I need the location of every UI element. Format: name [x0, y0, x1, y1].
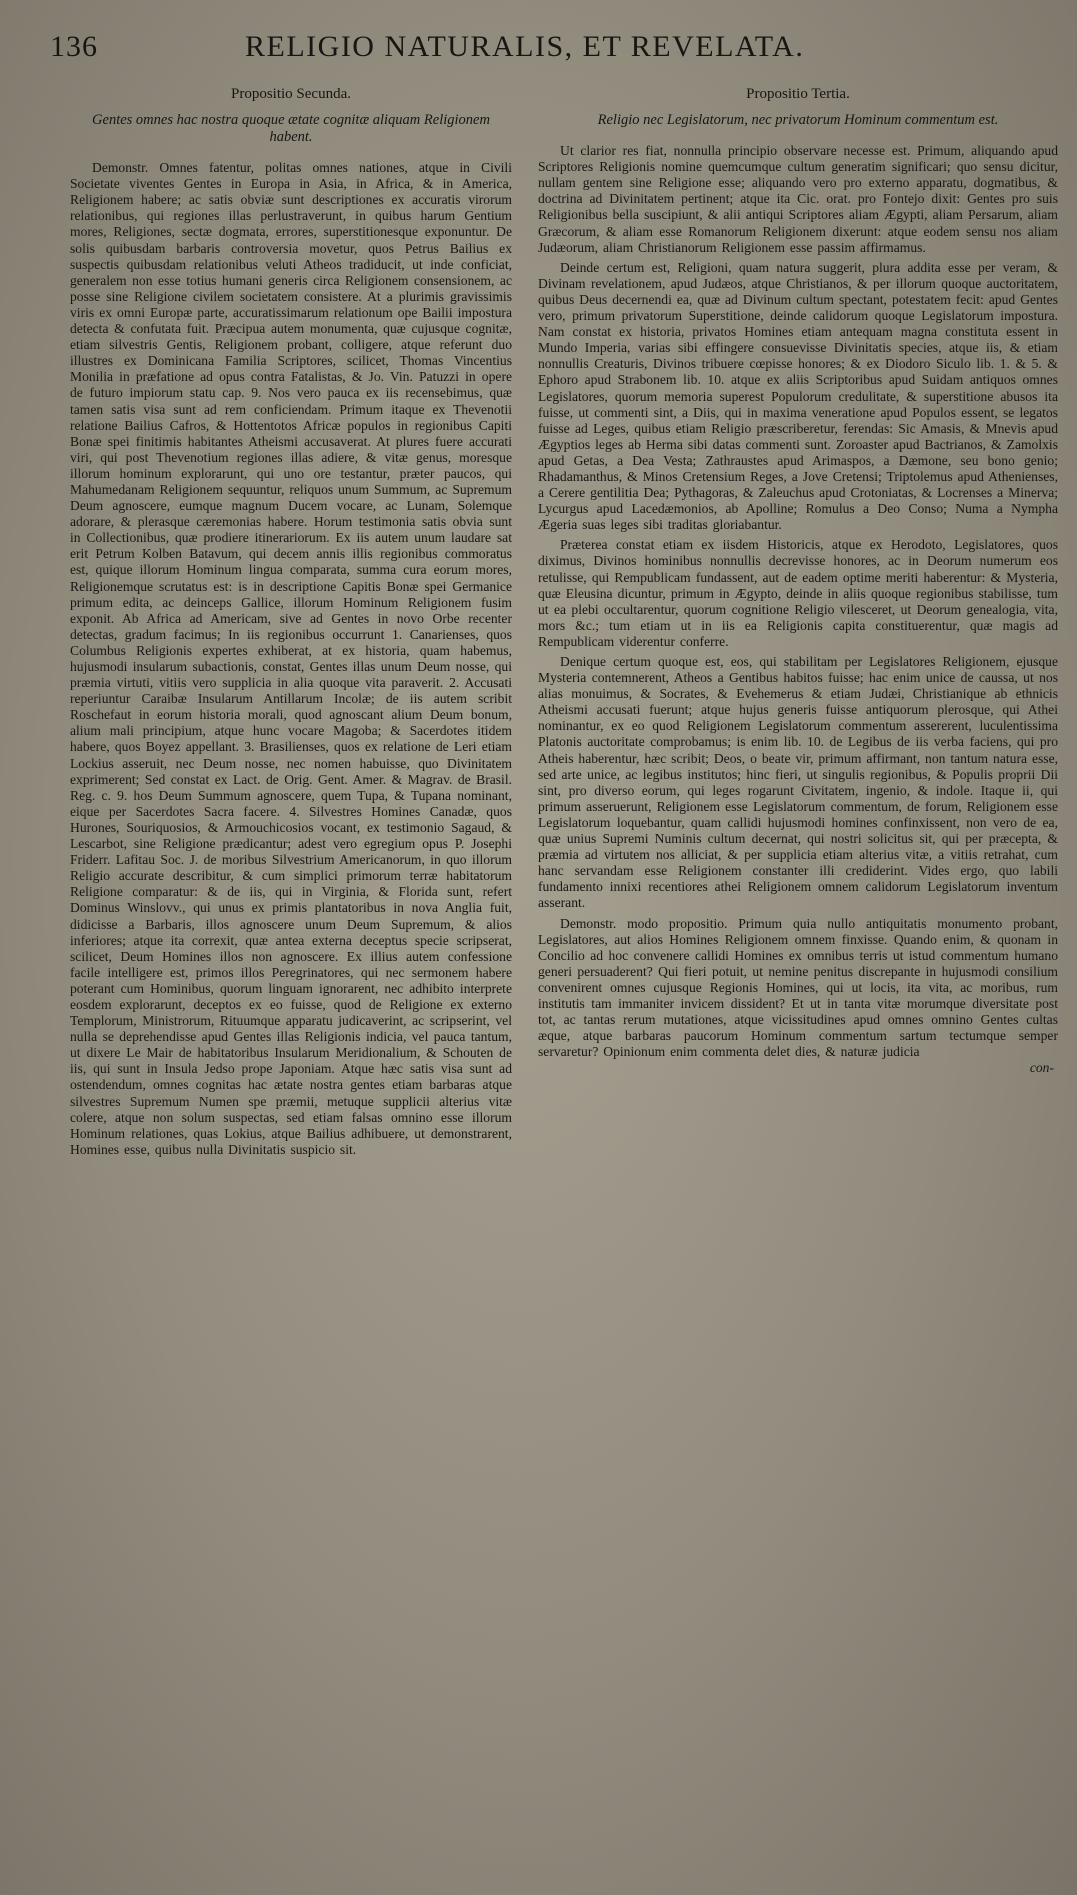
page-number: 136 [50, 30, 98, 63]
proposition-subtitle-left: Gentes omnes hac nostra quoque ætate cognitæ aliquam Religionem habent. [92, 112, 490, 146]
proposition-title-right: Propositio Tertia. [746, 86, 850, 102]
paragraph: Deinde certum est, Religioni, quam natura suggerit, plura addita esse per veram, & Divinam revelationem, apud Judæos, atque Christianos, & per illorum quoque auctoritatem, quibus Deus decernendi ea, quæ ad Divinum cultum spectant, potestatem fecit: apud Gentes vero, primum privatorum Superstitione, deinde calidorum quoque Legislatorum impostura. Nam constat ex historia, privatos Homines etiam antequam magna constituta essent in Mundo Imperia, varias sibi effingere consuevisse Divinitatis species, atque iis, & etiam nonnullis Creaturis, Divinos tribuere cœpisse honores; & ex Diodoro Siculo lib. 1. & 5. & Ephoro apud Strabonem lib. 10. atque ex aliis Scriptoribus apud Suidam antiquos omnes Legislatores, quorum memoria superest Populorum credulitate, & superstitione abusos ita fuisse, ut commenti sint, a Diis, qui in maxima veneratione apud Populos essent, se legatos fuisse ad Leges, quibus etiam Religio præscriberetur, ferendas: Sic Amasis, & Mnevis apud Ægyptios leges ab Herma sibi datas commenti sunt. Zoroaster apud Bactrianos, & Zamolxis apud Getas, a Dea Vesta; Zathraustes apud Arimaspos, a Dæmone, seu bono genio; Rhadamanthus, & Minos Cretensium Reges, a Jove Cretensi; Triptolemus apud Athenienses, a Cerere gentilitia Dea; Pythagoras, & Zaleuchus apud Crotoniatas, & Locrenses a Minerva; Lycurgus apud Lacedæmonios, ab Apolline; Romulus a Deo Conso; Numa a Nympha Ægeria suas leges sibi traditas gloriabantur. [538, 259, 1058, 533]
proposition-title-left: Propositio Secunda. [231, 86, 351, 102]
running-title: RELIGIO NATURALIS, ET REVELATA. [245, 30, 805, 63]
proposition-subtitle-right: Religio nec Legislatorum, nec privatorum Hominum commentum est. [597, 112, 999, 129]
paragraph: Ut clarior res fiat, nonnulla principio observare necesse est. Primum, aliquando apud Scriptores Religionis nomine quemcumque cultum generatim significari; quo sensu dicitur, nullam gentem sine Religione esse; aliquando vero pro externo apparatu, dogmatibus, & doctrina ad Divinitatem pertinent; atque ita Cic. orat. pro Fontejo dixit: Gentes pro suis Religionibus bella suscipiunt, & alii antiqui Scriptores aliam Ægypti, aliam Persarum, aliam Græcorum, & aliam esse Romanorum Religionem dixerunt: atque eodem sensu nos aliam Judæorum, aliam Christianorum Religionem esse passim affirmamus. [538, 143, 1058, 255]
right-column [538, 86, 1058, 1076]
paragraph: Denique certum quoque est, eos, qui stabilitam per Legislatores Religionem, ejusque Mysteria contemnerent, Atheos a Gentibus habitos fuisse; hac enim unice de caussa, ut nos alias monuimus, & Socrates, & Evehemerus & etiam Judæi, Christianique ab ethnicis Atheismi accusati fuerunt; atque hujus generis fuisse antiquorum plerosque, qui Athei nominantur, ex eo quod Religionem Legislatorum commentum assererent, luculentissima Platonis auctoritate comprobamus; is enim lib. 10. de Legibus de iis verba faciens, qui pro Atheis haberentur, hæc scribit; Deos, o beate vir, primum affirmant, non tantum natura esse, sed arte unice, ac legibus institutos; hinc fieri, ut singulis regionibus, & Populis proprii Dii sint, pro diverso eorum, qui leges rogarunt Civitatem, ingenio, & indole. Itaque ii, qui primum asseruerunt, Religionem esse Legislatorum commentum, de forum, Religionem esse Legislatorum loquebantur, quam callidi hujusmodi homines confinxissent, non vero de ea, quæ unius Supremi Numinis cultum decernat, qui nostri solicitus sit, qui per præcepta, & præmia ad virtutem nos alliciat, & per supplicia etiam alterius vitæ, a vitiis retrahat, cum hanc servandam esse Religionem constanter illi crediderint. Vides ergo, quo labili fundamento innixi recentiores athei Religionem omnem calidorum Legislatorum inventum asserant. [538, 654, 1058, 911]
paragraph: Demonstr. modo propositio. Primum quia nullo antiquitatis monumento probant, Legislatores, aut alios Homines Religionem omnem finxisse. Quando enim, & quonam in Concilio ad hoc convenere callidi Homines ex omnibus terris ut istud commentum humano generi persuaderent? Qui fieri potuit, ut nemine penitus discrepante in hujusmodi consilium convenirent omnes cujusque Regionis Homines, qui ut locis, ita vita, ac moribus, rum institutis tam immaniter invicem dissident? Et ut in tanta vitæ morumque diversitate post tot, ac tantas rerum mutationes, atque vicissitudines apud omnes omnino Gentes cultas æque, atque barbaras paucorum Hominum commentum sartum tectumque semper servaretur? Opinionum enim commenta delet dies, & naturæ judicia [538, 915, 1058, 1060]
paragraph: Præterea constat etiam ex iisdem Historicis, atque ex Herodoto, Legislatores, quos diximus, Divinos hominibus nonnullis decrevisse honores, ac in Deorum numerum eos retulisse, qui Rempublicam fundassent, aut de eadem optime meriti haberentur: & Mysteria, quæ Eleusina dicuntur, primum in Ægypto, deinde in aliis quoque regionibus stabilisse, tum ut ea plebi occultarentur, quorum cognitione Religio vilesceret, ut Deorum genealogia, vita, mors &c.; tum etiam ut in iis ea Religionis capita constituerentur, quæ magis ad Rempublicam viderentur conferre. [538, 537, 1058, 649]
page-header [0, 26, 1077, 76]
catchword: con- [1029, 1060, 1054, 1076]
left-column [70, 86, 512, 1158]
paragraph: Demonstr. Omnes fatentur, politas omnes nationes, atque in Civili Societate viventes Gentes in Europa in Asia, in Africa, & in America, Religionem habere; ac satis obviæ sunt descriptiones ex accuratis virorum relationibus, qui regiones illas perlustraverunt, in quibus harum Gentium mores, Religiones, sectæ dogmata, errores, superstitionesque exponuntur. De solis quibusdam barbaris controversia movetur, quos Petrus Bailius ex suspectis quibusdam relationibus veluti Atheos tradiducit, ut inde conficiat, generalem non esse totius humani generis circa Religionem consensionem, ac posse sine Religione civilem societatem consistere. At a plurimis gravissimis viris ex omni Europæ parte, accuratissimarum relationum ope Bailii impostura detecta & confutata fuit. Præcipua autem monumenta, quæ cujusque cognitæ, etiam silvestris Gentis, Religionem probant, colligere, atque referunt duo illustres ex Dominicana Familia Scriptores, scilicet, Thomas Vincentius Monilia in præfatione ad opus contra Fatalistas, & Jo. Vin. Patuzzi in opere de futuro impiorum statu cap. 9. Nos vero pauca ex iis recensebimus, quæ tamen satis visa sunt ad rem conficiendam. Primum itaque ex Thevenotii relatione Bailius Cafros, & Hottentotos Africæ populos in regionibus Capiti Bonæ spei finitimis habitantes Atheismi accusaverat. At plures fuere accurati viri, qui post Thevenotium regiones illas adiere, & vitæ genus, moresque illorum hominum explorarunt, qui uno ore testantur, præter paucos, qui Mahumedanam Religionem sequuntur, reliquos unum Summum, ac Supremum Deum agnoscere, eumque magnum Ducem vocare, ac Lunam, Solemque adorare, & plerasque cæremonias habere. Horum testimonia satis obvia sunt in Collectionibus, quæ prodiere itinerariorum. Ex iis autem unum laudare sat erit Petrum Kolben Batavum, qui decem annis illis regionibus commoratus est, quique illorum Hominum lingua comparata, summa cura eorum mores, Religionemque scrutatus est: is in descriptione Capitis Bonæ spei Germanice primum edita, ac deinceps Gallice, illorum Hominum Religionem fusim exponit. Ab Africa ad Americam, sive ad Gentes in novo Orbe recenter detectas, gradum facimus; In iis regionibus occurrunt 1. Canarienses, quos Columbus Religionis expertes exhiberat, at ex historia, quam habemus, hujusmodi insularum subactionis, constat, Gentes illas unum Deum nosse, qui præmia virtuti, vitiis vero supplicia in alia quoque vita paraverit. 2. Accusati reperiuntur Caraibæ Insularum Antillarum Incolæ; de iis autem scribit Roschefaut in eorum historia morali, quod agnoscant alium Deum bonum, alium mali principium, atque hunc vocare Magoba; & Sacerdotes itidem habere, quos Boyez appellant. 3. Brasilienses, quos ex relatione de Leri etiam Lockius asseruit, nec Deum nosse, nec nomen habuisse, quo Divinitatem exprimerent; Sed constat ex Lact. de Orig. Gent. Amer. & Magrav. de Brasil. Reg. c. 9. hos Deum Summum agnoscere, quem Tupa, & Tupana nominant, eique per Sacerdotes Sacra facere. 4. Silvestres Homines Canadæ, quos Hurones, Souriquosios, & Armouchicosios vocant, ex testimonio Sagaud, & Lescarbot, sine Religione prædicantur; adest vero egregium opus P. Josephi Friderr. Lafitau Soc. J. de moribus Silvestrium Americanorum, in quo illorum Religio accurate describitur, & cum simplici primorum terræ habitatorum Religione comparatur: & de iis, qui in Virginia, & Florida sunt, refert Dominus Winslovv., qui unus ex primis plantatoribus in nova Anglia fuit, didicisse a Barbaris, illos agnoscere unum Deum Supremum, & alios inferiores; atque ita correxit, quæ antea externa deceptus specie scripserat, scilicet, Deum Homines illos non agnoscere. Ex illius autem confessione facile intelligere est, primos illos Peregrinatores, qui nec sermonem habere poterant cum Hominibus, quorum linguam ignorarent, nec adhibito interprete eosdem explorarunt, deceptos ex eo fuisse, quod de Religione ex externo Templorum, Ministrorum, Rituumque apparatu judicaverint, ac scripserint, vel nulla se deprehendisse apud Gentes illas Religionis indicia, vel pauca tantum, ut dixere Le Mair de habitatoribus Insularum Meridionalium, & Schouten de iis, qui sunt in Insula Jedso prope Japoniam. Atque hæc satis visa sunt ad ostendendum, omnes cognitas hac ætate nostra gentes etiam barbaras atque silvestres Supremum Numen spe præmii, metuque supplicii alterius vitæ colere, atque non solum suspectas, sed etiam falsas omnino esse illorum Hominum relationes, quas Lokius, atque Bailius adhibuere, ut demonstrarent, Homines esse, quibus nulla Divinitatis suspicio sit. [70, 160, 512, 1157]
